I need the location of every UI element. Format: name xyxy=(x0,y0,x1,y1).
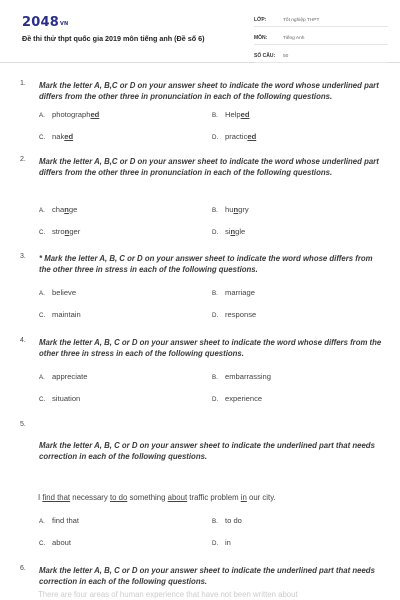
option-a[interactable] xyxy=(39,372,87,381)
question-text: * Mark the letter A, B, C or D on your answer sheet to indicate the word whose differs from the other three in stress in each of the following questions. xyxy=(39,254,373,274)
question-number: 6. xyxy=(20,565,26,572)
meta-row-lop xyxy=(254,14,388,27)
sentence-underlined: in xyxy=(240,493,247,502)
option-underlined: n xyxy=(230,227,236,236)
option-text: find that xyxy=(52,516,80,525)
meta-label: MÔN: xyxy=(254,35,268,41)
option-letter: D. xyxy=(212,134,219,141)
q5-option-b[interactable] xyxy=(212,516,242,525)
option-text: photograph xyxy=(52,110,91,119)
option-d[interactable] xyxy=(212,394,262,403)
option-text: nak xyxy=(52,132,65,141)
question-number: 2. xyxy=(20,156,26,163)
option-letter: D. xyxy=(212,312,219,319)
option-text: hu xyxy=(225,205,234,214)
meta-value: 50 xyxy=(283,53,289,59)
meta-row-mon xyxy=(254,32,388,45)
option-text: marriage xyxy=(225,288,255,297)
site-logo[interactable] xyxy=(22,15,68,30)
option-letter: B. xyxy=(212,374,218,381)
page-title: Đề thi thử thpt quốc gia 2019 môn tiếng anh (Đề số 6) xyxy=(22,34,205,43)
option-a[interactable] xyxy=(39,110,99,119)
option-letter: C. xyxy=(39,312,46,319)
option-text: believe xyxy=(52,288,77,297)
option-underlined: ed xyxy=(247,132,257,141)
meta-row-socau xyxy=(254,50,388,63)
sentence-underlined: find that xyxy=(42,493,71,502)
meta-value: Tiếng Anh xyxy=(283,35,305,41)
sentence-text: necessary xyxy=(70,493,110,502)
option-a[interactable] xyxy=(39,205,77,214)
option-d[interactable] xyxy=(212,227,245,236)
question-text: Mark the letter A, B, C or D on your answer sheet to indicate the underlined part that needs correction in each of the following questions. xyxy=(39,441,375,461)
option-b[interactable] xyxy=(212,110,250,119)
option-letter: B. xyxy=(212,290,218,297)
option-underlined: ed xyxy=(64,132,74,141)
option-underlined: ed xyxy=(90,110,100,119)
option-text: appreciate xyxy=(52,372,88,381)
option-text: stro xyxy=(52,227,65,236)
option-underlined: ed xyxy=(240,110,250,119)
option-underlined: n xyxy=(64,227,70,236)
option-letter: C. xyxy=(39,540,46,547)
option-letter: A. xyxy=(39,112,45,119)
option-letter: B. xyxy=(212,112,218,119)
option-b[interactable] xyxy=(212,288,255,297)
page-header xyxy=(0,0,400,63)
option-letter: C. xyxy=(39,134,46,141)
sentence-text: I xyxy=(38,493,43,502)
option-text: gle xyxy=(235,227,246,236)
option-underlined: n xyxy=(233,205,239,214)
option-letter: D. xyxy=(212,396,219,403)
option-text: maintain xyxy=(52,310,81,319)
option-c[interactable] xyxy=(39,227,80,236)
option-text: ge xyxy=(68,205,78,214)
question-number: 5. xyxy=(20,421,26,428)
logo-suffix: VN xyxy=(59,21,69,27)
meta-value: Tốt nghiệp THPT xyxy=(283,17,320,23)
option-text: cha xyxy=(52,205,65,214)
sentence-underlined: to do xyxy=(109,493,128,502)
logo-text: 2048 xyxy=(22,15,59,30)
option-a[interactable] xyxy=(39,288,76,297)
q5-option-a[interactable] xyxy=(39,516,79,525)
option-b[interactable] xyxy=(212,205,249,214)
q5-option-c[interactable] xyxy=(39,538,71,547)
exam-meta xyxy=(254,14,388,68)
option-text: in xyxy=(225,538,231,547)
meta-label: LỚP: xyxy=(254,17,267,23)
option-c[interactable] xyxy=(39,310,81,319)
sentence-underlined: about xyxy=(167,493,188,502)
option-letter: C. xyxy=(39,396,46,403)
meta-label: SỐ CÂU: xyxy=(254,53,276,59)
option-text: embarrassing xyxy=(225,372,272,381)
question-text: Mark the letter A, B,C or D on your answer sheet to indicate the word whose underlined part differs from the other three in pronunciation in each of the following questions. xyxy=(39,81,379,101)
option-text: to do xyxy=(225,516,242,525)
question-text: Mark the letter A, B, C or D on your answer sheet to indicate the word whose differs from the other three in stress in each of the following questions. xyxy=(39,338,382,358)
sentence-text: something xyxy=(127,493,168,502)
option-letter: A. xyxy=(39,290,45,297)
option-text: ger xyxy=(69,227,81,236)
q5-option-d[interactable] xyxy=(212,538,231,547)
question-number: 1. xyxy=(20,80,26,87)
question-text: Mark the letter A, B, C or D on your answer sheet to indicate the underlined part that needs correction in each of the following questions. xyxy=(39,566,375,586)
option-d[interactable] xyxy=(212,132,256,141)
option-letter: D. xyxy=(212,540,219,547)
option-d[interactable] xyxy=(212,310,256,319)
sentence-text: our city. xyxy=(246,493,276,502)
question-number: 3. xyxy=(20,253,26,260)
option-letter: A. xyxy=(39,374,45,381)
option-text: experience xyxy=(225,394,263,403)
option-underlined: n xyxy=(64,205,69,214)
option-c[interactable] xyxy=(39,132,73,141)
option-text: si xyxy=(225,227,231,236)
option-c[interactable] xyxy=(39,394,80,403)
question-6-sentence-partial: There are four areas of human experience that have not been written about xyxy=(38,590,298,599)
option-letter: C. xyxy=(39,229,46,236)
option-text: situation xyxy=(52,394,81,403)
option-letter: A. xyxy=(39,207,45,214)
option-text: response xyxy=(225,310,257,319)
option-b[interactable] xyxy=(212,372,271,381)
option-text: Help xyxy=(225,110,241,119)
option-text: about xyxy=(52,538,72,547)
option-letter: D. xyxy=(212,229,219,236)
question-number: 4. xyxy=(20,337,26,344)
option-letter: A. xyxy=(39,518,45,525)
option-text: practic xyxy=(225,132,248,141)
sentence-text: traffic problem xyxy=(187,493,241,502)
option-letter: B. xyxy=(212,518,218,525)
option-letter: B. xyxy=(212,207,218,214)
question-text: Mark the letter A, B,C or D on your answer sheet to indicate the word whose underlined part differs from the other three in pronunciation in each of the following questions. xyxy=(39,157,379,177)
question-5-sentence xyxy=(38,493,276,502)
option-text: gry xyxy=(238,205,249,214)
